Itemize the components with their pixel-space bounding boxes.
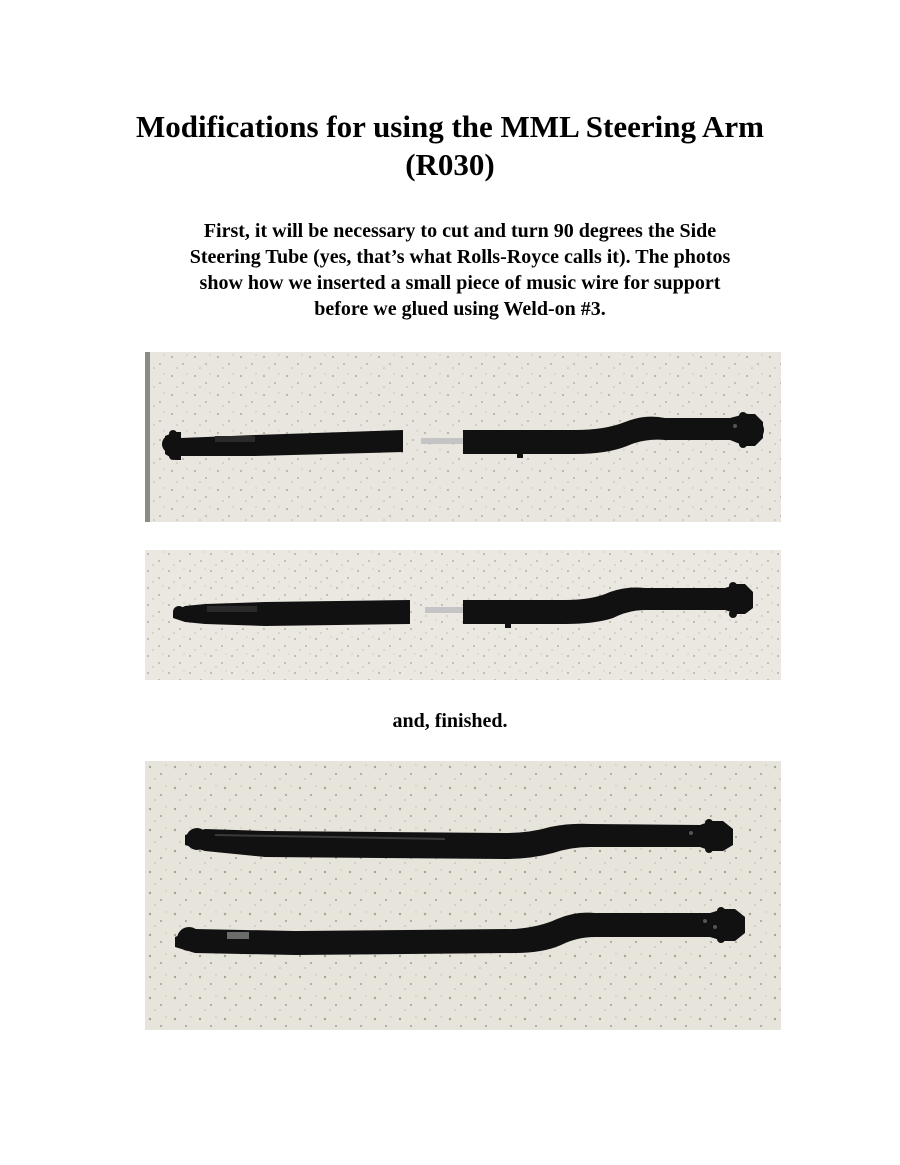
- title-line-1: Modifications for using the MML Steering Arm: [136, 109, 764, 144]
- photo-cut-tube-2: [145, 550, 781, 680]
- intro-line-2: Steering Tube (yes, that’s what Rolls-Royce calls it). The photos: [189, 246, 731, 268]
- photo-cut-tube-2-drawing: [145, 550, 781, 680]
- photo-finished-tubes-drawing: [145, 761, 781, 1030]
- photo-finished-tubes: [145, 761, 781, 1030]
- photo-cut-tube-1-drawing: [145, 352, 781, 522]
- intro-line-3: show how we inserted a small piece of music wire for support: [199, 272, 721, 294]
- music-wire: [425, 607, 465, 613]
- intro-line-4: before we glued using Weld-on #3.: [314, 298, 606, 320]
- left-tube-piece: [173, 600, 410, 626]
- photo-cut-tube-1: [145, 352, 781, 522]
- finished-caption: and, finished.: [392, 710, 508, 732]
- title-line-2: (R030): [405, 147, 495, 182]
- intro-line-1: First, it will be necessary to cut and turn 90 degrees the Side: [203, 220, 717, 242]
- music-wire: [421, 438, 465, 444]
- page-title: [0, 108, 900, 184]
- intro-paragraph: [120, 218, 800, 322]
